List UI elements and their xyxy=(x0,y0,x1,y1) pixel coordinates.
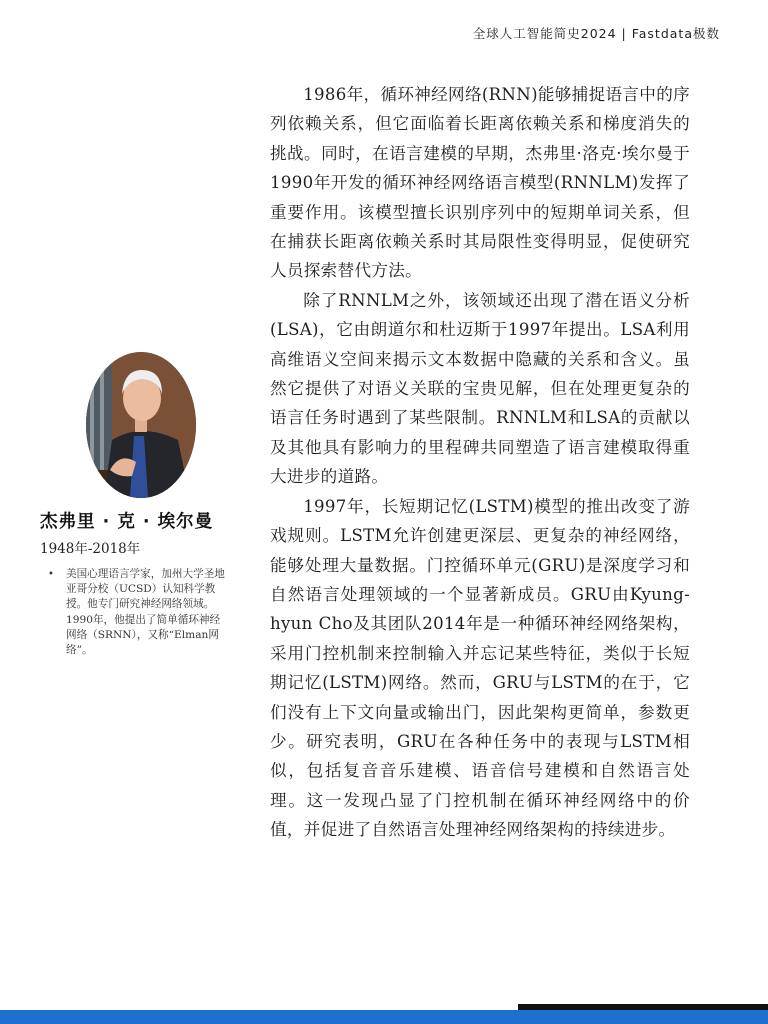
portrait-photo xyxy=(86,352,196,498)
bullet-icon: • xyxy=(48,569,54,580)
bio-item xyxy=(40,567,230,658)
bio-list xyxy=(40,567,240,658)
bio-text: 美国心理语言学家，加州大学圣地亚哥分校（UCSD）认知科学教授。他专门研究神经网络领域。1990年，他提出了简单循环神经网络（SRNN），又称“Elman网络”。 xyxy=(66,568,225,657)
portrait-illustration xyxy=(86,352,196,498)
person-name: 杰弗里 · 克 · 埃尔曼 xyxy=(40,512,214,532)
portrait-window-bar xyxy=(90,362,94,482)
paragraph: 1997年，长短期记忆(LSTM)模型的推出改变了游戏规则。LSTM允许创建更深层、更复杂的神经网络，能够处理大量数据。门控循环单元(GRU)是深度学习和自然语言处理领域的一个显著新成员。GRU由Kyung-hyun Cho及其团队2014年是一种循环神经网络架构，采用门控机制来控制输入并忘记某些特征，类似于长短期记忆(LSTM)网络。然而，GRU与LSTM的在于，它们没有上下文向量或输出门，因此架构更简单，参数更少。研究表明，GRU在各种任务中的表现与LSTM相似，包括复音音乐建模、语音信号建模和自然语言处理。这一发现凸显了门控机制在循环神经网络中的价值，并促进了自然语言处理神经网络架构的持续进步。 xyxy=(270,496,690,840)
footer-blue-bar xyxy=(0,1010,768,1024)
article-body xyxy=(270,80,690,845)
running-header: 全球人工智能简史2024 | Fastdata极数 xyxy=(472,26,720,41)
portrait-window-bar xyxy=(100,362,104,482)
paragraph: 除了RNNLM之外，该领域还出现了潜在语义分析(LSA)，它由朗道尔和杜迈斯于1997年提出。LSA利用高维语义空间来揭示文本数据中隐藏的关系和含义。虽然它提供了对语义关联的宝贵见解，但在处理更复杂的语言任务时遇到了某些限制。RNNLM和LSA的贡献以及其他具有影响力的里程碑共同塑造了语言建模取得重大进步的道路。 xyxy=(270,290,690,487)
person-lifespan: 1948年-2018年 xyxy=(40,541,141,557)
paragraph: 1986年，循环神经网络(RNN)能够捕捉语言中的序列依赖关系，但它面临着长距离依赖关系和梯度消失的挑战。同时，在语言建模的早期，杰弗里·洛克·埃尔曼于1990年开发的循环神经网络语言模型(RNNLM)发挥了重要作用。该模型擅长识别序列中的短期单词关系，但在捕获长距离依赖关系时其局限性变得明显，促使研究人员探索替代方法。 xyxy=(270,85,690,281)
profile-sidebar xyxy=(40,352,240,658)
